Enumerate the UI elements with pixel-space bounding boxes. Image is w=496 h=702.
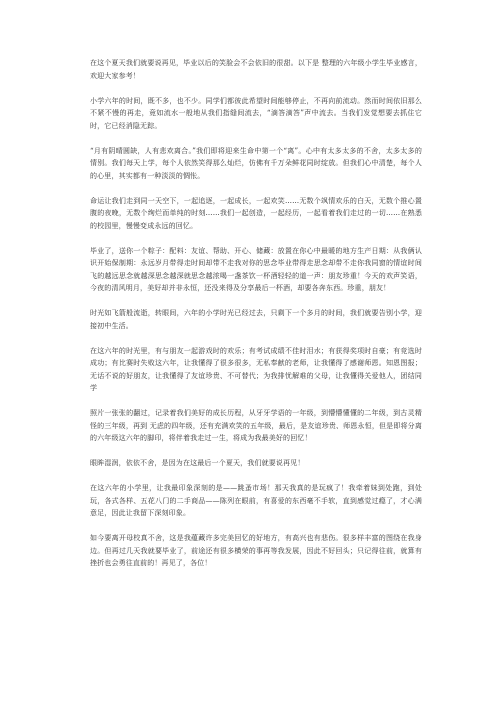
paragraph-leaving: 如今要离开母校真不舍，这是我蕴藏许多完美回忆的好地方，有高兴也有悲伤。很多样丰富的图绕在我身边。但再过几天我就要毕业了，前途还有很多横荣的事再等我发展，因此不好回头；只记得往前，就算有挫折也会勇往直前的！再见了，各位！ xyxy=(90,534,422,567)
paragraph-time-flies: 时光如飞箭般流逝，转眼间，六年的小学时光已经过去，只剩下一个多月的时间，我们就要告别小学，迎接初中生活。 xyxy=(90,309,422,330)
paragraph-time: 小学六年的时间，既不多，也不少。同学们都彼此希望时间能够停止，不再向前流动。然而时间依旧那么不紧不慢的再走，竟如流水一般地从我们指缝间流去，“滴答滴答”声中流去。当我们发觉想要去抓住它时，它已经消隐无踪。 xyxy=(90,96,422,130)
paragraph-photos: 照片一张张的翻过，记录着我们美好的成长历程，从牙牙学语的一年级，到懵懵懂懂的二年级，到古灵精怪的三年级，再到 无虑的四年级，还有充满欢笑的五年级，最后，是友谊珍贵、师恩永恒，但是即将分离的六年级这六年的脚印，将伴着我走过一生，将成为我最美好的回忆！ xyxy=(90,409,422,442)
paragraph-goodbye: 眼眸湿润，依依不舍，是因为在这最后一个夏天，我们就要说再见！ xyxy=(90,459,305,467)
paragraph-six-years: 在这六年的时光里，有与朋友一起游戏时的欢乐；有考试成绩不佳时泪水；有获得奖项时自豪；有竞选时成功；有比赛时失败这六年，让我懂得了很多很多，无私奉献的老师，让我懂得了感谢师恩。知恩图报；无话不说的好朋友，让我懂得了友谊珍贵、不可替代；为我排忧解难的父母，让我懂得关爱他人，团结同学 xyxy=(90,346,422,392)
paragraph-destiny: 命运让我们走到同一天空下，一起追逐，一起成长，一起欢笑……无数个飒情欢乐的白天，无数个推心置腹的夜晚，无数个绚烂而单纯的时刻……我们一起创造，一起经历，一起看着我们走过的一切……在熟悉的校园里，慢慢变成永远的回忆。 xyxy=(90,196,422,230)
paragraph-flea-market: 在这六年的小学里，让我最印象深刻的是——跳蚤市场！那天我真的是玩疯了！我牵着妹到处跑，到处玩，各式各样、五花八门的二手商品——陈列在眼前，有喜爱的东西毫不手软，直到感觉过瘾了，才心满意足，因此让我留下深刻印象。 xyxy=(90,484,422,517)
paragraph-intro: 在这个夏天我们就要说再见，毕业以后的笑脸会不会依旧的很甜。以下是 整理的六年级小学生毕业感言，欢迎大家参考！ xyxy=(90,59,422,80)
paragraph-zongzi: 毕业了，送你一个粽子：配料：友谊、帮助、开心、储藏：放置在你心中最暖的地方生产日期：从我俩认识开始保制期：永远岁月带得走时间却带不走我对你的思念毕业带得走思念却带不走你我同窗的情谊时间飞的越远思念就越深思念越深就思念越浓喝一盏茶饮一杯酒轻轻的道一声：朋友珍重！今天的欢声笑语，今夜的清风明月，美好却并非永恒，还没来得及分享最后一杯酒，却要各奔东西。珍重，朋友！ xyxy=(90,246,422,292)
paragraph-parting: “月有阴晴圆缺，人有悲欢离合。”我们即将迎来生命中第一个“离”。心中有太多太多的不舍，太多太多的情别。我们每天上学，每个人依然笑得那么灿烂，仿佛有千万朵鲜花同时绽放。但我们心中清楚，每个人的心里，其实都有一种淡淡的惆怅。 xyxy=(90,146,422,180)
document-body xyxy=(90,57,422,582)
